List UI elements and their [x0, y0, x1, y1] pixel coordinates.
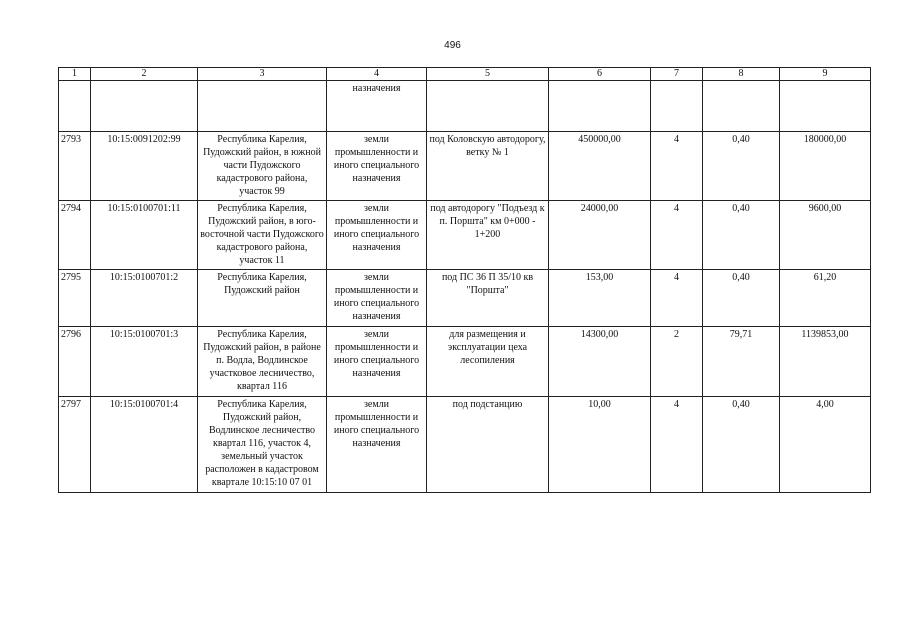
- cell-rate: 79,71: [703, 327, 780, 397]
- cell-permitted-use: под Коловскую автодорогу, ветку № 1: [427, 132, 549, 201]
- cell-category: назначения: [327, 81, 427, 132]
- page-number: 496: [444, 40, 461, 51]
- cell-category: земли промышленности и иного специального назначения: [327, 201, 427, 270]
- table-row-continuation: [59, 81, 871, 132]
- cell-location: Республика Карелия, Пудожский район, в южной части Пудожского кадастрового района, участок 99: [198, 132, 327, 201]
- cell-rate: 0,40: [703, 201, 780, 270]
- cell-empty: [59, 81, 91, 132]
- cell-empty: [91, 81, 198, 132]
- cell-category: земли промышленности и иного специального назначения: [327, 270, 427, 327]
- column-header: 7: [651, 68, 703, 81]
- cell-number: 2793: [59, 132, 91, 201]
- cell-area: 450000,00: [549, 132, 651, 201]
- cell-location: Республика Карелия, Пудожский район: [198, 270, 327, 327]
- cell-category: земли промышленности и иного специального назначения: [327, 327, 427, 397]
- cell-group: 2: [651, 327, 703, 397]
- cell-number: 2796: [59, 327, 91, 397]
- cell-empty: [703, 81, 780, 132]
- cell-cadastral-number: 10:15:0100701:4: [91, 397, 198, 493]
- table-row: [59, 397, 871, 493]
- cell-permitted-use: под подстанцию: [427, 397, 549, 493]
- table-row: [59, 327, 871, 397]
- column-header: 2: [91, 68, 198, 81]
- cell-rate: 0,40: [703, 270, 780, 327]
- column-header: 9: [780, 68, 871, 81]
- cell-empty: [780, 81, 871, 132]
- cell-value: 61,20: [780, 270, 871, 327]
- cell-category: земли промышленности и иного специального назначения: [327, 132, 427, 201]
- cell-group: 4: [651, 270, 703, 327]
- cell-permitted-use: под автодорогу "Подъезд к п. Поршта" км 0+000 - 1+200: [427, 201, 549, 270]
- cell-permitted-use: для размещения и эксплуатации цеха лесопиления: [427, 327, 549, 397]
- table-row: [59, 201, 871, 270]
- cell-rate: 0,40: [703, 397, 780, 493]
- cell-number: 2794: [59, 201, 91, 270]
- cell-number: 2795: [59, 270, 91, 327]
- cell-location: Республика Карелия, Пудожский район, Водлинское лесничество квартал 116, участок 4, земельный участок расположен в кадастровом квартале 10:15:10 07 01: [198, 397, 327, 493]
- cell-empty: [427, 81, 549, 132]
- cell-empty: [651, 81, 703, 132]
- cell-number: 2797: [59, 397, 91, 493]
- column-header: 5: [427, 68, 549, 81]
- cell-area: 14300,00: [549, 327, 651, 397]
- column-header: 4: [327, 68, 427, 81]
- cell-area: 10,00: [549, 397, 651, 493]
- cell-group: 4: [651, 132, 703, 201]
- cell-value: 4,00: [780, 397, 871, 493]
- cell-permitted-use: под ПС 36 П 35/10 кв "Поршта": [427, 270, 549, 327]
- cell-location: Республика Карелия, Пудожский район, в юго-восточной части Пудожского кадастрового района, участок 11: [198, 201, 327, 270]
- cell-cadastral-number: 10:15:0100701:3: [91, 327, 198, 397]
- column-header: 3: [198, 68, 327, 81]
- cell-cadastral-number: 10:15:0091202:99: [91, 132, 198, 201]
- table-row: [59, 132, 871, 201]
- cell-area: 24000,00: [549, 201, 651, 270]
- cell-value: 9600,00: [780, 201, 871, 270]
- cell-area: 153,00: [549, 270, 651, 327]
- cell-category: земли промышленности и иного специального назначения: [327, 397, 427, 493]
- cell-cadastral-number: 10:15:0100701:11: [91, 201, 198, 270]
- cell-rate: 0,40: [703, 132, 780, 201]
- column-header: 8: [703, 68, 780, 81]
- column-header: 1: [59, 68, 91, 81]
- column-header: 6: [549, 68, 651, 81]
- header-row: [59, 68, 871, 81]
- cell-value: 180000,00: [780, 132, 871, 201]
- cell-group: 4: [651, 201, 703, 270]
- table-row: [59, 270, 871, 327]
- cell-empty: [549, 81, 651, 132]
- cell-empty: [198, 81, 327, 132]
- cell-cadastral-number: 10:15:0100701:2: [91, 270, 198, 327]
- cell-location: Республика Карелия, Пудожский район, в районе п. Водла, Водлинское участковое лесничество, квартал 116: [198, 327, 327, 397]
- land-plots-table: [58, 67, 871, 493]
- cell-value: 1139853,00: [780, 327, 871, 397]
- cell-group: 4: [651, 397, 703, 493]
